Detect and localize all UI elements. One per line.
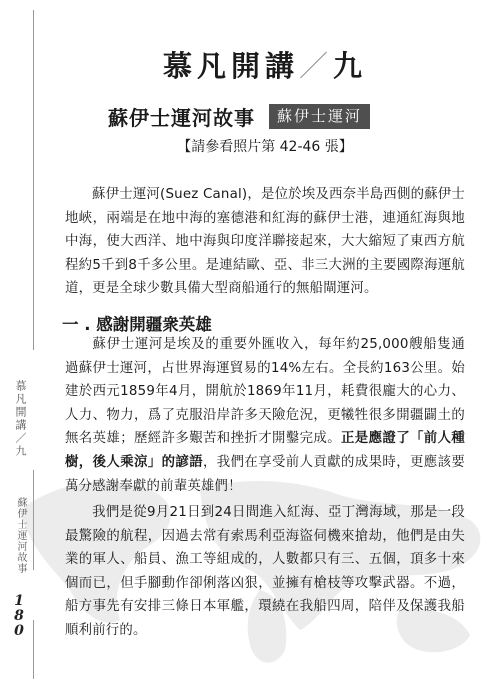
section-heading: 一 . 感謝開疆衆英雄 [62,315,212,334]
series-title: 慕凡開講 [162,49,299,83]
section-paragraph-2 [65,501,465,643]
subtitle-row [108,103,370,129]
page-title [100,44,430,85]
title-separator: ／ [298,49,333,83]
article-subtitle: 蘇伊士運河故事 [108,105,255,130]
photo-reference: 【請參看照片第 42-46 張】 [177,139,353,155]
margin-rule-bottom [33,620,34,679]
page-number: 180 [11,593,27,638]
proverb-highlight: 正是應證了「前人種樹，後人乘涼」的諺語 [65,431,465,470]
intro-paragraph [65,183,465,301]
section-paragraph-1 [65,333,465,498]
chapter-number: 九 [333,49,368,83]
section-para1-end: ，我們在享受前人貢獻的成果時，更應該要萬分感謝奉獻的前輩英雄們！ [65,454,465,494]
subtitle-badge: 蘇伊士運河 [269,104,370,129]
section-para2-text: 我們是從9月21日到24日間進入紅海、亞丁灣海域，那是一段最驚險的航程，因過去常有索馬利亞海盜伺機來搶劫，他們是由失業的軍人、船員、漁工等組成的，人數都只有三、五個，頂多十來個而已，但手腳動作卻俐落凶狠，並擁有槍枝等攻擊武器。不過，船方事先有安排三條日本軍艦，環繞在我船四周，陪伴及保護我船順利前行的。 [65,505,465,638]
side-series-label: 慕凡開講／九 [14,380,27,458]
margin-rule-middle [33,470,34,570]
intro-text: 蘇伊士運河(Suez Canal)，是位於埃及西奈半島西側的蘇伊士地峽，兩端是在地中海的塞德港和紅海的蘇伊士港，連通紅海與地中海，使大西洋、地中海與印度洋聯接起來，大大縮短了東西方航程約5千到8千多公里。是連結歐、亞、非三大洲的主要國際海運航道，更是全球少數具備大型商船通行的無船閘運河。 [65,187,465,297]
margin-rule-top [33,10,34,350]
side-chapter-label: 蘇伊士運河故事 [15,497,26,574]
section-para1-start: 蘇伊士運河是埃及的重要外匯收入，每年約25,000艘船隻通過蘇伊士運河，占世界海運貿易的14%左右。全長約163公里。始建於西元1859年4月，開航於1869年11月，耗費很龐大的心力、人力、物力，爲了克服沿岸許多天險危況，更犧牲很多開疆闢土的無名英雄；歷經許多艱苦和挫折才開鑿完成。 [65,337,465,447]
